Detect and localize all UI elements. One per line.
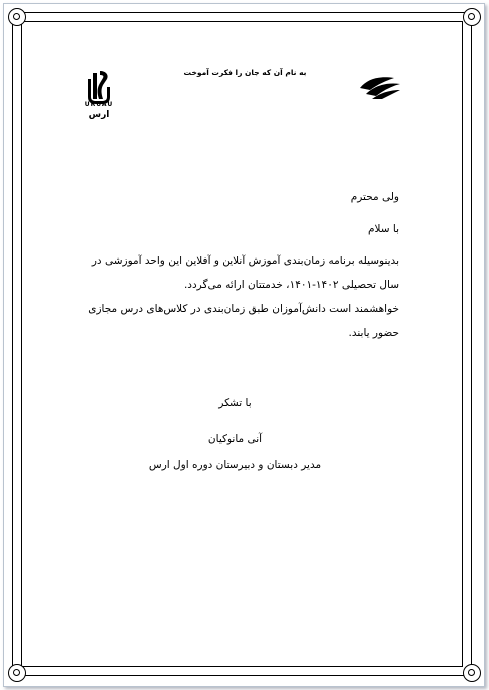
paragraph-line: سال تحصیلی ۱۴۰۲-۱۴۰۱، خدمتتان ارائه می‌گردد. xyxy=(183,279,399,291)
ministry-logo-icon xyxy=(358,76,402,100)
letter-closing: با تشکر xyxy=(218,397,252,409)
corner-ornament-bottom-left xyxy=(8,664,26,682)
paragraph-line: خواهشمند است دانش‌آموزان طبق زمان‌بندی در کلاس‌های درس مجازی xyxy=(88,303,399,315)
paragraph-line: بدینوسیله برنامه زمان‌بندی آموزش آنلاین و آفلاین این واحد آموزشی در xyxy=(91,255,399,267)
school-logo-latin: URUAU xyxy=(84,101,114,108)
school-logo-persian: ارس xyxy=(88,110,110,120)
corner-ornament-top-right xyxy=(463,8,481,26)
signer-title: مدیر دبستان و دبیرستان دوره اول ارس xyxy=(148,459,322,471)
letter-greeting: با سلام xyxy=(367,223,399,235)
letter-salutation: ولی محترم xyxy=(350,191,399,203)
corner-ornament-top-left xyxy=(8,8,26,26)
paragraph-line: حضور یابند. xyxy=(348,327,399,339)
header-motto: به نام آن که جان را فکرت آموخت xyxy=(183,68,307,77)
corner-ornament-bottom-right xyxy=(463,664,481,682)
signer-name: آنی مانوکیان xyxy=(207,433,263,445)
